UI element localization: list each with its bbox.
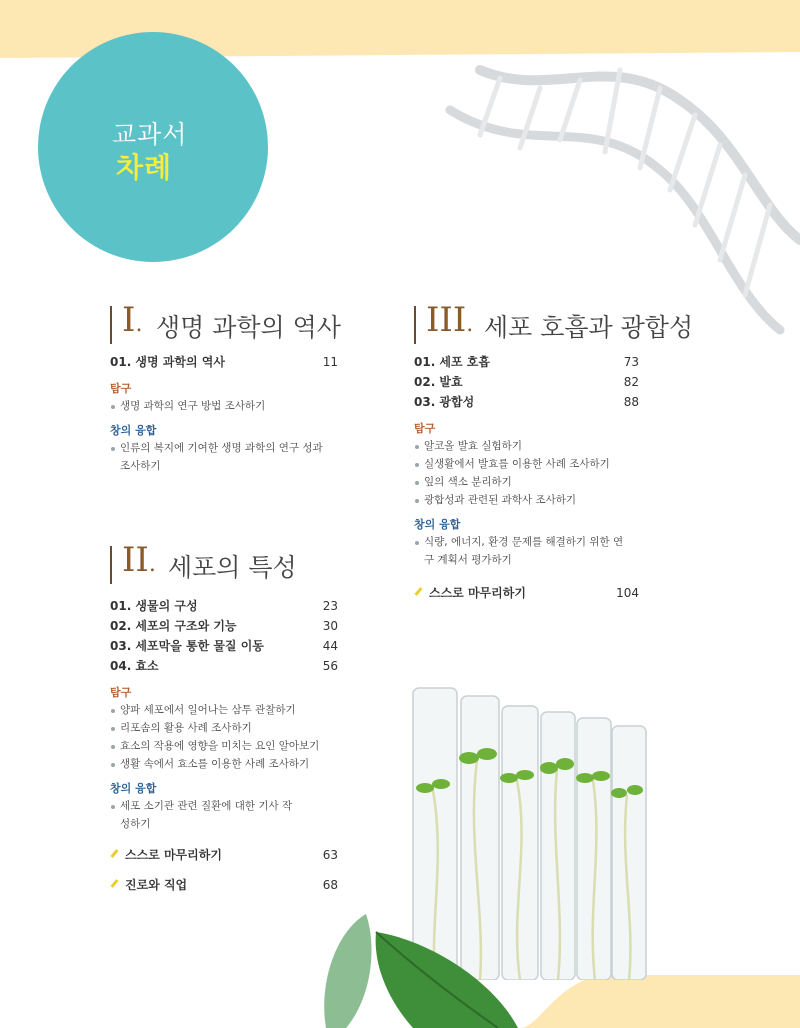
pencil-icon	[110, 879, 118, 888]
extra-row-review[interactable]: 스스로 마무리하기 104	[414, 583, 639, 603]
section-2	[110, 540, 338, 895]
section-divider	[414, 306, 416, 344]
section-divider	[110, 546, 112, 584]
chapter-row[interactable]: 02. 발효 82	[414, 375, 639, 389]
section-3	[414, 300, 694, 603]
section-1-title	[110, 300, 341, 348]
explore-item: 생명 과학의 연구 방법 조사하기	[110, 397, 338, 415]
explore-item: 생활 속에서 효소를 이용한 사례 조사하기	[110, 755, 338, 773]
chapter-row[interactable]: 04. 효소 56	[110, 659, 338, 673]
fusion-item: 식량, 에너지, 환경 문제를 해결하기 위한 연구 계획서 평가하기	[414, 533, 624, 569]
chapter-row[interactable]: 01. 생명 과학의 역사 11	[110, 355, 338, 369]
section-numeral: II.	[122, 540, 156, 580]
section-divider	[110, 306, 112, 344]
explore-item: 양파 세포에서 일어나는 삼투 관찰하기	[110, 701, 338, 719]
fusion-label: 창의 융합	[110, 424, 157, 437]
extra-row-review[interactable]: 스스로 마무리하기 63	[110, 845, 338, 865]
chapter-row[interactable]: 01. 생물의 구성 23	[110, 599, 338, 613]
explore-label: 탐구	[110, 686, 132, 699]
section-1	[110, 300, 341, 475]
chapter-row[interactable]: 03. 광합성 88	[414, 395, 639, 409]
explore-item: 알코올 발효 실험하기	[414, 437, 639, 455]
leaves-illustration	[318, 910, 528, 1028]
fusion-item: 세포 소기관 관련 질환에 대한 기사 작성하기	[110, 797, 295, 833]
section-2-title	[110, 540, 338, 588]
section-title-text: 생명 과학의 역사	[156, 313, 341, 342]
explore-item: 리포솜의 활용 사례 조사하기	[110, 719, 338, 737]
section-3-title	[414, 300, 694, 348]
section-numeral: III.	[426, 300, 474, 340]
explore-item: 잎의 색소 분리하기	[414, 473, 639, 491]
fusion-item: 인류의 복지에 기여한 생명 과학의 연구 성과 조사하기	[110, 439, 330, 475]
chapter-row[interactable]: 03. 세포막을 통한 물질 이동 44	[110, 639, 338, 653]
badge-title-line2: 차례	[116, 151, 173, 184]
badge-title-line1: 교과서	[112, 120, 188, 149]
dna-helix-illustration	[440, 40, 800, 340]
section-title-text: 세포의 특성	[168, 553, 297, 582]
explore-item: 광합성과 관련된 과학사 조사하기	[414, 491, 639, 509]
explore-item: 실생활에서 발효를 이용한 사례 조사하기	[414, 455, 639, 473]
explore-label: 탐구	[110, 382, 132, 395]
chapter-row[interactable]: 02. 세포의 구조와 기능 30	[110, 619, 338, 633]
extra-row-career[interactable]: 진로와 직업 68	[110, 875, 338, 895]
section-numeral: I.	[122, 300, 143, 340]
explore-item: 효소의 작용에 영향을 미치는 요인 알아보기	[110, 737, 338, 755]
chapter-row[interactable]: 01. 세포 호흡 73	[414, 355, 639, 369]
pencil-icon	[110, 849, 118, 858]
explore-label: 탐구	[414, 422, 436, 435]
fusion-label: 창의 융합	[110, 782, 157, 795]
fusion-label: 창의 융합	[414, 518, 461, 531]
pencil-icon	[414, 587, 422, 596]
section-title-text: 세포 호흡과 광합성	[484, 313, 694, 342]
